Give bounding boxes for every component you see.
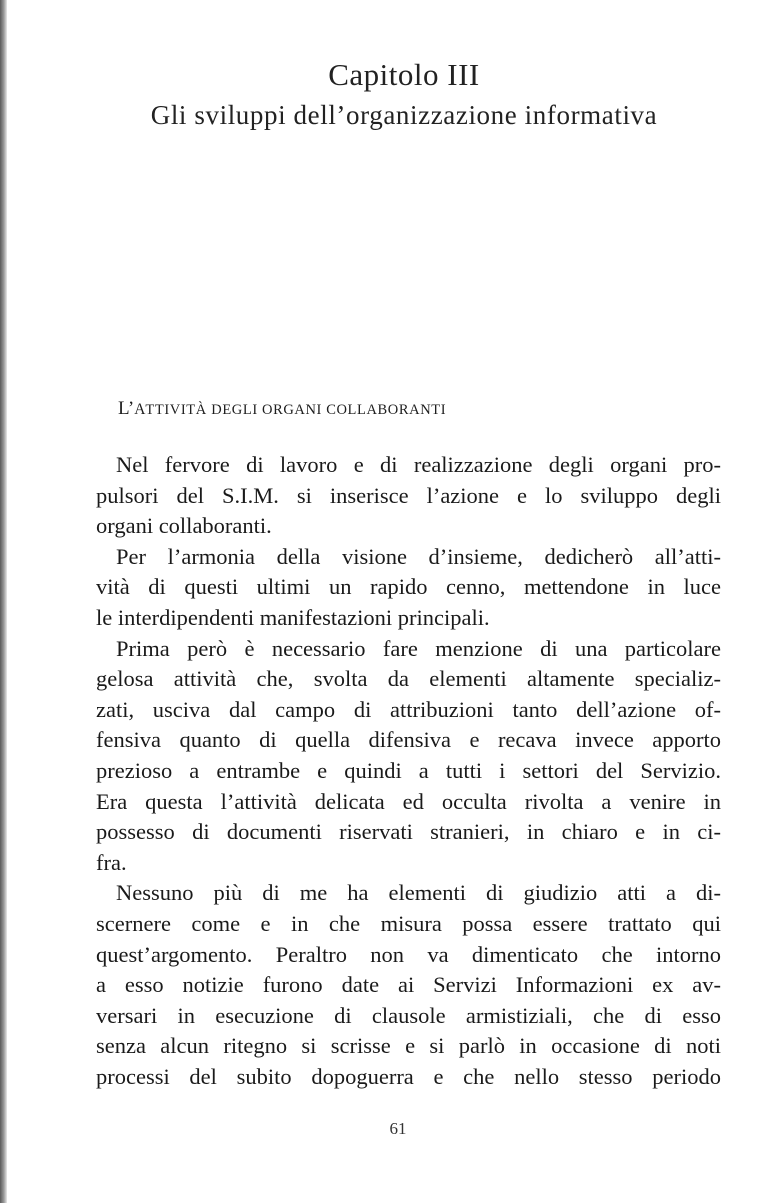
chapter-number: Capitolo III bbox=[328, 57, 480, 92]
section-heading-initial: L’ bbox=[118, 398, 135, 419]
section-heading-cap: A bbox=[134, 401, 146, 418]
text-line: Era questa l’attività delicata ed occulta rivolta a venire in bbox=[96, 788, 721, 814]
text-line: possesso di documenti riservati stranieri, in chiaro e in ci- bbox=[96, 819, 721, 845]
section-heading-words-2: DEGLI ORGANI COLLABORANTI bbox=[211, 402, 447, 418]
text-line: fra. bbox=[96, 849, 127, 875]
text-line: pulsori del S.I.M. si inserisce l’azione e lo sviluppo degli bbox=[96, 482, 721, 508]
text-line: versari in esecuzione di clausole armistiziali, che di esso bbox=[96, 1002, 721, 1028]
text-line: prezioso a entrambe e quindi a tutti i settori del Servizio. bbox=[96, 757, 721, 783]
text-line: a esso notizie furono date ai Servizi Informazioni ex av- bbox=[96, 972, 721, 998]
text-line: zati, usciva dal campo di attribuzioni tanto dell’azione of- bbox=[96, 696, 721, 722]
text-line: Nessuno più di me ha elementi di giudizio atti a di- bbox=[116, 880, 721, 906]
body-text bbox=[96, 450, 721, 1092]
text-line: senza alcun ritegno si scrisse e si parlò in occasione di noti bbox=[96, 1033, 721, 1059]
page-number: 61 bbox=[389, 1119, 407, 1138]
text-line: fensiva quanto di quella difensiva e recava invece apporto bbox=[96, 727, 721, 753]
text-line: gelosa attività che, svolta da elementi altamente specializ- bbox=[96, 666, 721, 692]
text-line: processi del subito dopoguerra e che nello stesso periodo bbox=[96, 1063, 721, 1089]
text-line: scernere come e in che misura possa essere trattato qui bbox=[96, 910, 721, 936]
page-binding-edge bbox=[0, 0, 7, 1203]
section-heading bbox=[118, 396, 446, 422]
text-line: vità di questi ultimi un rapido cenno, mettendone in luce bbox=[96, 574, 721, 600]
text-line: le interdipendenti manifestazioni principali. bbox=[96, 604, 490, 630]
chapter-title: Gli sviluppi dell’organizzazione informativa bbox=[150, 100, 658, 130]
section-heading-word-1: TTIVITÀ bbox=[145, 402, 207, 418]
text-line: Prima però è necessario fare menzione di una particolare bbox=[116, 635, 721, 661]
text-line: quest’argomento. Peraltro non va dimenticato che intorno bbox=[96, 941, 721, 967]
text-line: Nel fervore di lavoro e di realizzazione degli organi pro- bbox=[116, 452, 721, 477]
text-line: organi collaboranti. bbox=[96, 513, 272, 539]
text-line: Per l’armonia della visione d’insieme, dedicherò all’atti- bbox=[116, 543, 721, 569]
